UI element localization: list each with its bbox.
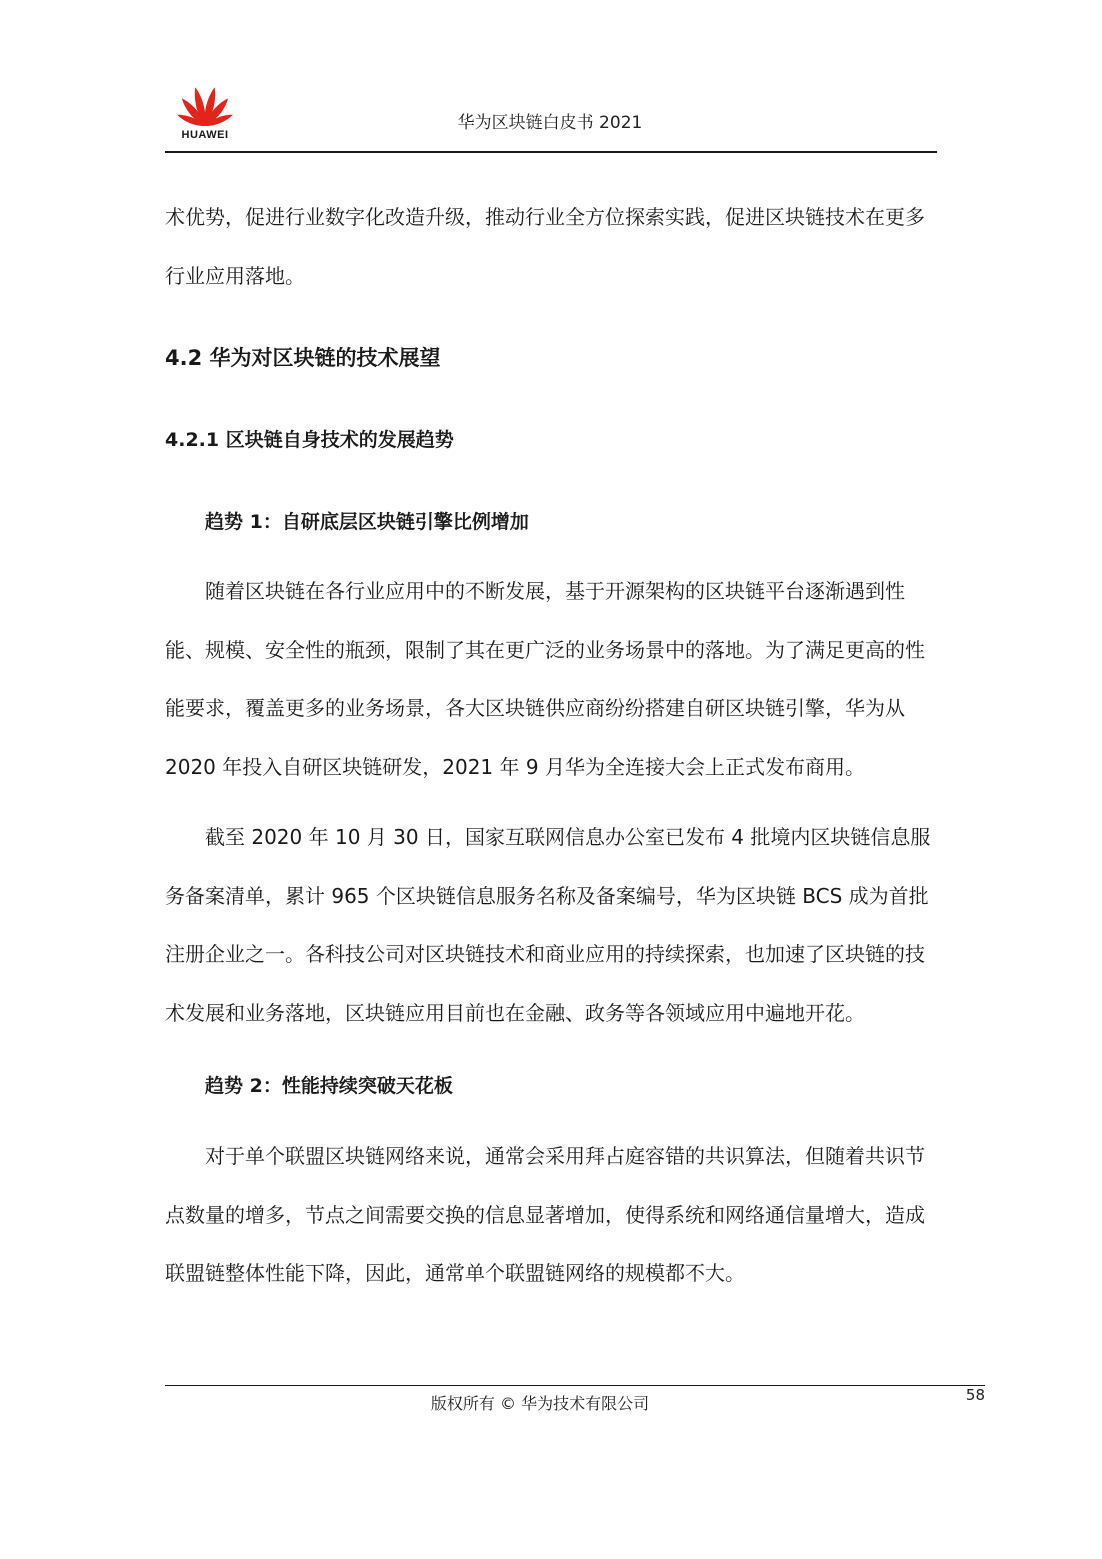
trend1-paragraph-1: 随着区块链在各行业应用中的不断发展，基于开源架构的区块链平台逐渐遇到性能、规模、安全性的瓶颈，限制了其在更广泛的业务场景中的落地。为了满足更高的性能要求，覆盖更多的业务场景，各大区块链供应商纷纷搭建自研区块链引擎，华为从 2020 年投入自研区块链研发，2021 年 9 月华为全连接大会上正式发布商用。 [165, 579, 925, 779]
huawei-flower-icon [172, 82, 238, 130]
trend1-paragraph-2: 截至 2020 年 10 月 30 日，国家互联网信息办公室已发布 4 批境内区块链信息服务备案清单，累计 965 个区块链信息服务名称及备案编号，华为区块链 BCS 成为首批注册企业之一。各科技公司对区块链技术和商业应用的持续探索，也加速了区块链的技术发展和业务落地，区块链应用目前也在金融、政务等各领域应用中遍地开花。 [165, 825, 931, 1025]
intro-paragraph: 术优势，促进行业数字化改造升级，推动行业全方位探索实践，促进区块链技术在更多行业应用落地。 [165, 205, 925, 288]
header-divider [165, 151, 937, 153]
page-number: 58 [965, 1386, 985, 1404]
trend2-heading: 趋势 2：性能持续突破天花板 [205, 1075, 453, 1097]
trend1-heading: 趋势 1：自研底层区块链引擎比例增加 [205, 511, 529, 533]
footer-divider [165, 1385, 985, 1386]
copyright-notice: 版权所有 © 华为技术有限公司 [430, 1394, 650, 1413]
logo-wordmark: HUAWEI [181, 129, 229, 141]
subsection-heading: 4.2.1 区块链自身技术的发展趋势 [165, 429, 454, 451]
huawei-logo [172, 82, 238, 144]
document-title: 华为区块链白皮书 2021 [457, 113, 643, 133]
section-heading: 4.2 华为对区块链的技术展望 [165, 346, 441, 370]
trend2-paragraph-1: 对于单个联盟区块链网络来说，通常会采用拜占庭容错的共识算法，但随着共识节点数量的增多，节点之间需要交换的信息显著增加，使得系统和网络通信量增大，造成联盟链整体性能下降，因此，通常单个联盟链网络的规模都不大。 [165, 1144, 925, 1285]
